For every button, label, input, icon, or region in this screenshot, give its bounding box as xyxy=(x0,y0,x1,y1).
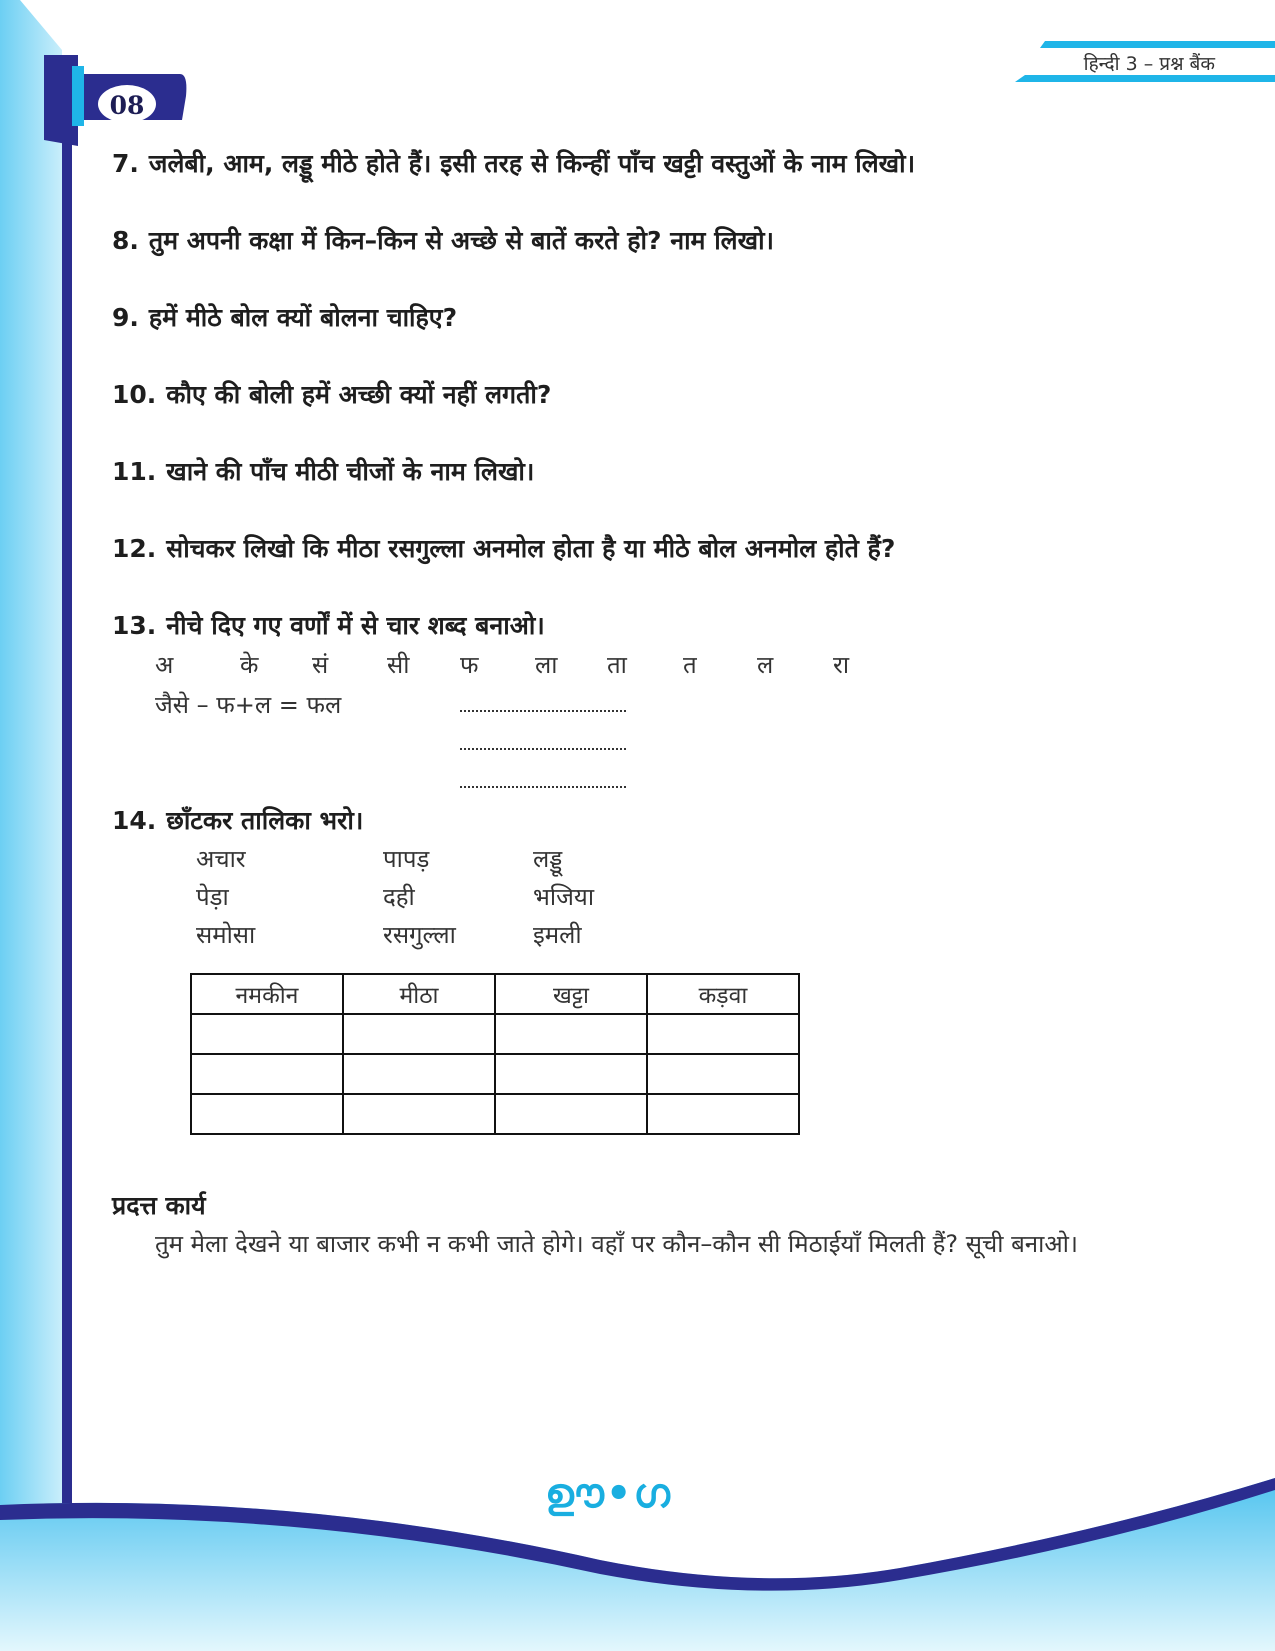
table-cell xyxy=(647,1094,799,1134)
table-cell xyxy=(191,1014,343,1054)
letter: सं xyxy=(312,651,329,679)
table-row xyxy=(191,1014,799,1054)
letter: फ xyxy=(460,651,479,679)
question-text: तुम अपनी कक्षा में किन–किन से अच्छे से बातें करते हो? नाम लिखो। xyxy=(148,226,775,255)
table-header: खट्टा xyxy=(495,974,647,1014)
page-tab-accent xyxy=(72,66,84,126)
question-text: खाने की पाँच मीठी चीजों के नाम लिखो। xyxy=(166,457,535,486)
letter: सी xyxy=(387,651,410,679)
navy-side-bar xyxy=(62,56,72,1576)
table-cell xyxy=(495,1014,647,1054)
question-13 xyxy=(112,608,545,642)
table-cell xyxy=(191,1094,343,1134)
question-number: 13. xyxy=(112,611,157,640)
word: दही xyxy=(383,883,415,911)
question-number: 14. xyxy=(112,806,157,835)
word: भजिया xyxy=(533,883,595,911)
table-cell xyxy=(191,1054,343,1094)
word: पापड़ xyxy=(383,845,430,873)
page-number: 08 xyxy=(109,90,145,120)
word: पेड़ा xyxy=(196,883,229,911)
question-text: छाँटकर तालिका भरो। xyxy=(166,806,364,835)
question-text: कौए की बोली हमें अच्छी क्यों नहीं लगती? xyxy=(166,380,552,409)
table-cell xyxy=(647,1014,799,1054)
example-text: जैसे – फ+ल = फल xyxy=(155,691,342,719)
word: रसगुल्ला xyxy=(383,921,456,949)
answer-line-1 xyxy=(460,710,626,712)
question-text: नीचे दिए गए वर्णों में से चार शब्द बनाओ। xyxy=(166,611,545,640)
header-line-bottom xyxy=(1015,75,1275,82)
task-body: तुम मेला देखने या बाजार कभी न कभी जाते होगे। वहाँ पर कौन–कौन सी मिठाईयाँ मिलती हैं? सूची बनाओ। xyxy=(155,1230,1078,1258)
word: अचार xyxy=(196,845,246,873)
question-number: 11. xyxy=(112,457,157,486)
question-number: 7. xyxy=(112,149,139,178)
table-header: मीठा xyxy=(343,974,495,1014)
table-cell xyxy=(495,1094,647,1134)
question-8 xyxy=(112,223,774,257)
table-cell xyxy=(495,1054,647,1094)
question-11 xyxy=(112,454,534,488)
table-header: नमकीन xyxy=(191,974,343,1014)
question-14 xyxy=(112,803,363,837)
answer-line-2 xyxy=(460,748,626,750)
table-header-row xyxy=(191,974,799,1014)
header-line-top xyxy=(1040,41,1275,48)
question-12 xyxy=(112,531,895,565)
word: इमली xyxy=(533,921,582,949)
question-9 xyxy=(112,300,457,334)
letter: अ xyxy=(155,651,174,679)
letter: रा xyxy=(833,651,850,679)
letter: त xyxy=(683,651,697,679)
question-text: जलेबी, आम, लड्डू मीठे होते हैं। इसी तरह से किन्हीं पाँच खट्टी वस्तुओं के नाम लिखो। xyxy=(148,149,916,178)
question-7 xyxy=(112,146,915,180)
question-number: 8. xyxy=(112,226,139,255)
letter: ला xyxy=(535,651,558,679)
question-text: हमें मीठे बोल क्यों बोलना चाहिए? xyxy=(148,303,458,332)
letter: के xyxy=(240,651,259,679)
question-number: 9. xyxy=(112,303,139,332)
word: समोसा xyxy=(196,921,256,949)
question-10 xyxy=(112,377,551,411)
decorative-ornament-icon: ഊ•ഗ xyxy=(545,1470,672,1517)
task-heading: प्रदत्त कार्य xyxy=(112,1191,206,1220)
table-cell xyxy=(343,1014,495,1054)
table-header: कड़वा xyxy=(647,974,799,1014)
answer-line-3 xyxy=(460,786,626,788)
letter: ल xyxy=(757,651,774,679)
side-band xyxy=(0,0,62,1651)
table-cell xyxy=(343,1054,495,1094)
question-text: सोचकर लिखो कि मीठा रसगुल्ला अनमोल होता है या मीठे बोल अनमोल होते हैं? xyxy=(166,534,896,563)
letter: ता xyxy=(607,651,627,679)
header-title: हिन्दी 3 – प्रश्न बैंक xyxy=(1083,53,1215,75)
sorting-table xyxy=(190,973,800,1135)
table-row xyxy=(191,1054,799,1094)
table-cell xyxy=(343,1094,495,1134)
table-cell xyxy=(647,1054,799,1094)
question-number: 12. xyxy=(112,534,157,563)
question-number: 10. xyxy=(112,380,157,409)
table-row xyxy=(191,1094,799,1134)
word: लड्डू xyxy=(533,845,563,873)
